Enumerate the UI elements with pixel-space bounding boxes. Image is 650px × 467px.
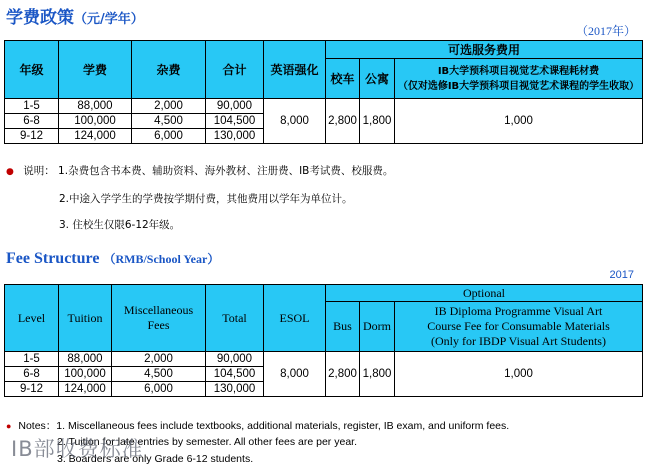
en-title-unit: （RMB/School Year） [103,252,220,266]
cell-level: 6-8 [5,367,59,382]
cn-notes-label: 说明： [23,165,55,177]
cell-misc: 4,500 [112,367,206,382]
cell-esol: 8,000 [264,352,326,397]
en-header-total: Total [206,285,264,352]
cn-header-ib-fee [395,59,643,99]
en-title [6,250,219,268]
cell-level: 9-12 [5,382,59,397]
en-header-tuition: Tuition [59,285,112,352]
bullet-icon: ● [6,167,14,177]
table-row [5,99,643,114]
en-note-2: 2. Tuition for late entries by semester. All other fees are per year. [57,436,357,448]
en-header-ib-line3: (Only for IBDP Visual Art Students) [431,334,606,348]
cell-dorm: 1,800 [360,99,395,144]
cn-title [6,3,144,28]
en-header-ib-fee [395,302,643,352]
cell-tuition: 124,000 [59,382,112,397]
cell-tuition: 100,000 [59,114,132,129]
table-row [5,352,643,367]
cn-note-1 [6,163,393,178]
en-header-misc-line2: Fees [147,318,170,332]
en-header-misc-line1: Miscellaneous [123,303,194,317]
cn-title-main: 学费政策 [6,8,74,28]
bullet-icon: ● [6,421,12,431]
cn-header-misc: 杂费 [132,41,206,99]
cell-grade: 6-8 [5,114,59,129]
cell-misc: 6,000 [132,129,206,144]
cell-misc: 2,000 [112,352,206,367]
en-title-main: Fee Structure [6,250,100,267]
cn-year: （2017年） [575,24,636,38]
cn-header-dorm: 公寓 [360,59,395,99]
cell-dorm: 1,800 [360,352,395,397]
cn-header-optional: 可选服务费用 [326,41,643,59]
cell-bus: 2,800 [326,99,360,144]
cell-tuition: 88,000 [59,99,132,114]
cell-grade: 9-12 [5,129,59,144]
en-header-ib-line1: IB Diploma Programme Visual Art [434,304,603,318]
en-header-dorm: Dorm [360,302,395,352]
cell-ib-fee: 1,000 [395,352,643,397]
cell-misc: 6,000 [112,382,206,397]
cn-header-ib-line1: IB大学预科项目视觉艺术课程耗材费 [437,65,600,77]
cn-fee-table [4,40,643,144]
en-note-3: 3. Boarders are only Grade 6-12 students. [57,453,254,465]
cell-grade: 1-5 [5,99,59,114]
cn-header-total: 合计 [206,41,264,99]
cell-total: 130,000 [206,129,264,144]
cell-esol: 8,000 [264,99,326,144]
cn-header-ib-line2: （仅对选修IB大学预科项目视觉艺术课程的学生收取） [397,80,640,92]
cn-header-grade: 年级 [5,41,59,99]
cn-title-unit: （元/学年） [74,12,144,27]
cn-note-3: 3. 住校生仅限6-12年级。 [59,219,181,231]
en-header-ib-line2: Course Fee for Consumable Materials [427,319,610,333]
cell-tuition: 124,000 [59,129,132,144]
en-header-esol: ESOL [264,285,326,352]
watermark: IB部收费标准 [11,437,144,461]
cn-note-text: 1.杂费包含书本费、辅助资料、海外教材、注册费、IB考试费、校服费。 [58,165,394,177]
en-header-bus: Bus [326,302,360,352]
cell-bus: 2,800 [326,352,360,397]
cell-total: 90,000 [206,99,264,114]
en-fee-table [4,284,643,397]
cell-total: 104,500 [206,367,264,382]
cell-level: 1-5 [5,352,59,367]
en-note-1 [6,418,509,433]
cell-tuition: 88,000 [59,352,112,367]
cell-total: 130,000 [206,382,264,397]
en-header-optional: Optional [326,285,643,302]
cell-misc: 4,500 [132,114,206,129]
en-note-text: Notes：1. Miscellaneous fees include textbooks, additional materials, register, IB exam, and uniform fees. [18,420,510,432]
cn-header-tuition: 学费 [59,41,132,99]
cell-tuition: 100,000 [59,367,112,382]
cell-ib-fee: 1,000 [395,99,643,144]
cn-header-bus: 校车 [326,59,360,99]
cell-total: 104,500 [206,114,264,129]
cn-header-esol: 英语强化 [264,41,326,99]
en-year: 2017 [609,269,634,281]
cell-total: 90,000 [206,352,264,367]
en-header-misc [112,285,206,352]
cn-note-2: 2.中途入学学生的学费按学期付费，其他费用以学年为单位计。 [59,193,353,205]
cell-misc: 2,000 [132,99,206,114]
en-header-level: Level [5,285,59,352]
